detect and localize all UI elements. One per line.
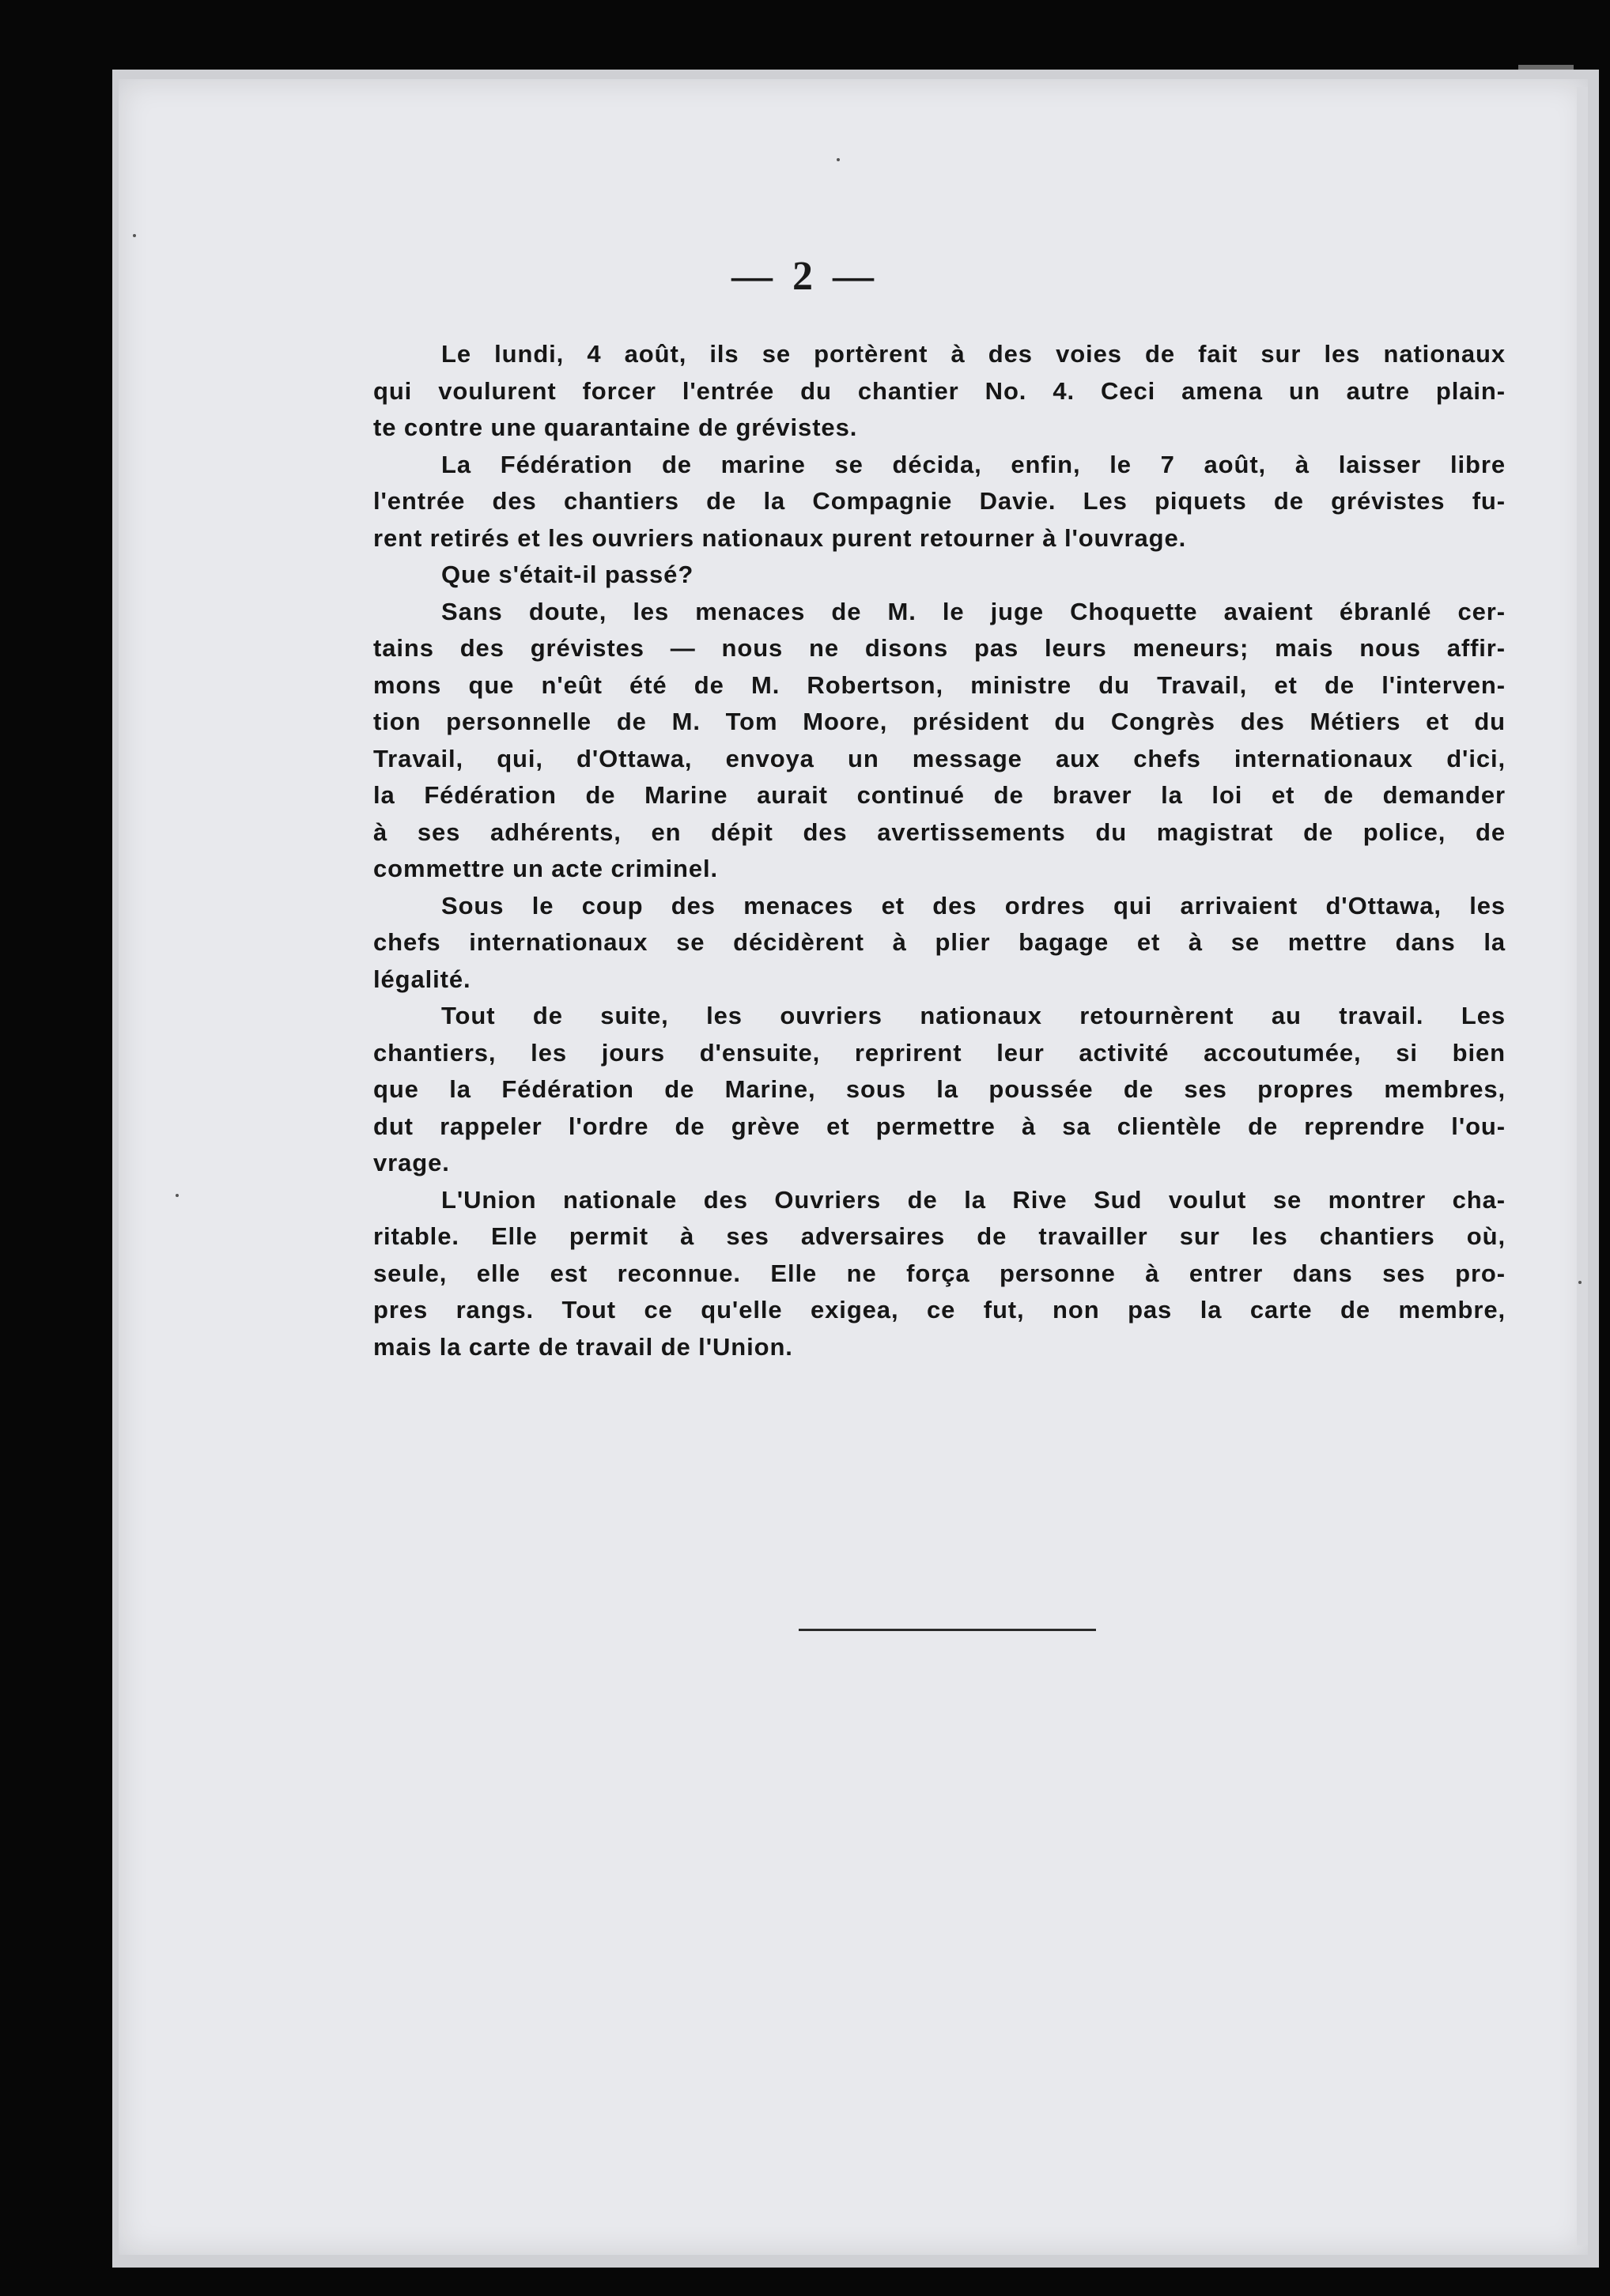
scan-speck bbox=[133, 234, 136, 237]
text-line: dut rappeler l'ordre de grève et permettre à sa clientèle de reprendre l'ou- bbox=[373, 1112, 1506, 1140]
text-line: Le lundi, 4 août, ils se portèrent à des voies de fait sur les nationaux bbox=[441, 340, 1506, 368]
text-line: mais la carte de travail de l'Union. bbox=[373, 1332, 793, 1361]
text-line: commettre un acte criminel. bbox=[373, 855, 719, 882]
text-line: te contre une quarantaine de grévistes. bbox=[373, 414, 858, 441]
text-line: chefs internationaux se décidèrent à plier bagage et à se mettre dans la bbox=[373, 928, 1506, 956]
text-line: qui voulurent forcer l'entrée du chantier No. 4. Ceci amena un autre plain- bbox=[373, 376, 1506, 405]
text-line: tains des grévistes — nous ne disons pas leurs meneurs; mais nous affir- bbox=[373, 634, 1506, 662]
paragraph bbox=[373, 557, 1506, 594]
scan-speck bbox=[176, 1194, 179, 1197]
text-line: seule, elle est reconnue. Elle ne força personne à entrer dans ses pro- bbox=[373, 1259, 1506, 1287]
paragraph bbox=[373, 447, 1506, 557]
closing-rule bbox=[799, 1629, 1096, 1631]
text-line: la Fédération de Marine aurait continué de braver la loi et de demander bbox=[373, 781, 1506, 809]
text-line: Tout de suite, les ouvriers nationaux retournèrent au travail. Les bbox=[441, 1002, 1506, 1029]
text-line: que la Fédération de Marine, sous la poussée de ses propres membres, bbox=[373, 1075, 1506, 1103]
paper-edge bbox=[1577, 87, 1588, 2245]
paragraph bbox=[373, 594, 1506, 888]
scan-speck bbox=[1578, 1281, 1582, 1284]
text-line: l'entrée des chantiers de la Compagnie Davie. Les piquets de grévistes fu- bbox=[373, 487, 1506, 515]
paragraph bbox=[373, 998, 1506, 1182]
text-line: L'Union nationale des Ouvriers de la Rive Sud voulut se montrer cha- bbox=[441, 1185, 1506, 1214]
text-line: vrage. bbox=[373, 1149, 450, 1176]
text-line: ritable. Elle permit à ses adversaires de travailler sur les chantiers où, bbox=[373, 1222, 1506, 1250]
text-line: pres rangs. Tout ce qu'elle exigea, ce fut, non pas la carte de membre, bbox=[373, 1296, 1506, 1324]
body-text bbox=[373, 336, 1506, 1365]
text-line: Travail, qui, d'Ottawa, envoya un message aux chefs internationaux d'ici, bbox=[373, 744, 1506, 772]
text-line: Que s'était-il passé? bbox=[441, 561, 694, 588]
text-line: rent retirés et les ouvriers nationaux purent retourner à l'ouvrage. bbox=[373, 523, 1187, 552]
paragraph bbox=[373, 888, 1506, 999]
text-line: Sous le coup des menaces et des ordres qui arrivaient d'Ottawa, les bbox=[441, 891, 1506, 920]
page-number: — 2 — bbox=[731, 254, 879, 299]
paragraph bbox=[373, 336, 1506, 447]
text-line: Sans doute, les menaces de M. le juge Choquette avaient ébranlé cer- bbox=[441, 597, 1506, 625]
text-line: légalité. bbox=[373, 965, 471, 993]
text-line: mons que n'eût été de M. Robertson, ministre du Travail, et de l'interven- bbox=[373, 670, 1506, 699]
scan-speck bbox=[837, 158, 840, 161]
text-line: La Fédération de marine se décida, enfin, le 7 août, à laisser libre bbox=[441, 450, 1506, 478]
paragraph bbox=[373, 1182, 1506, 1366]
text-line: à ses adhérents, en dépit des avertissements du magistrat de police, de bbox=[373, 818, 1506, 846]
text-line: chantiers, les jours d'ensuite, reprirent leur activité accoutumée, si bien bbox=[373, 1038, 1506, 1067]
text-line: tion personnelle de M. Tom Moore, président du Congrès des Métiers et du bbox=[373, 708, 1506, 735]
